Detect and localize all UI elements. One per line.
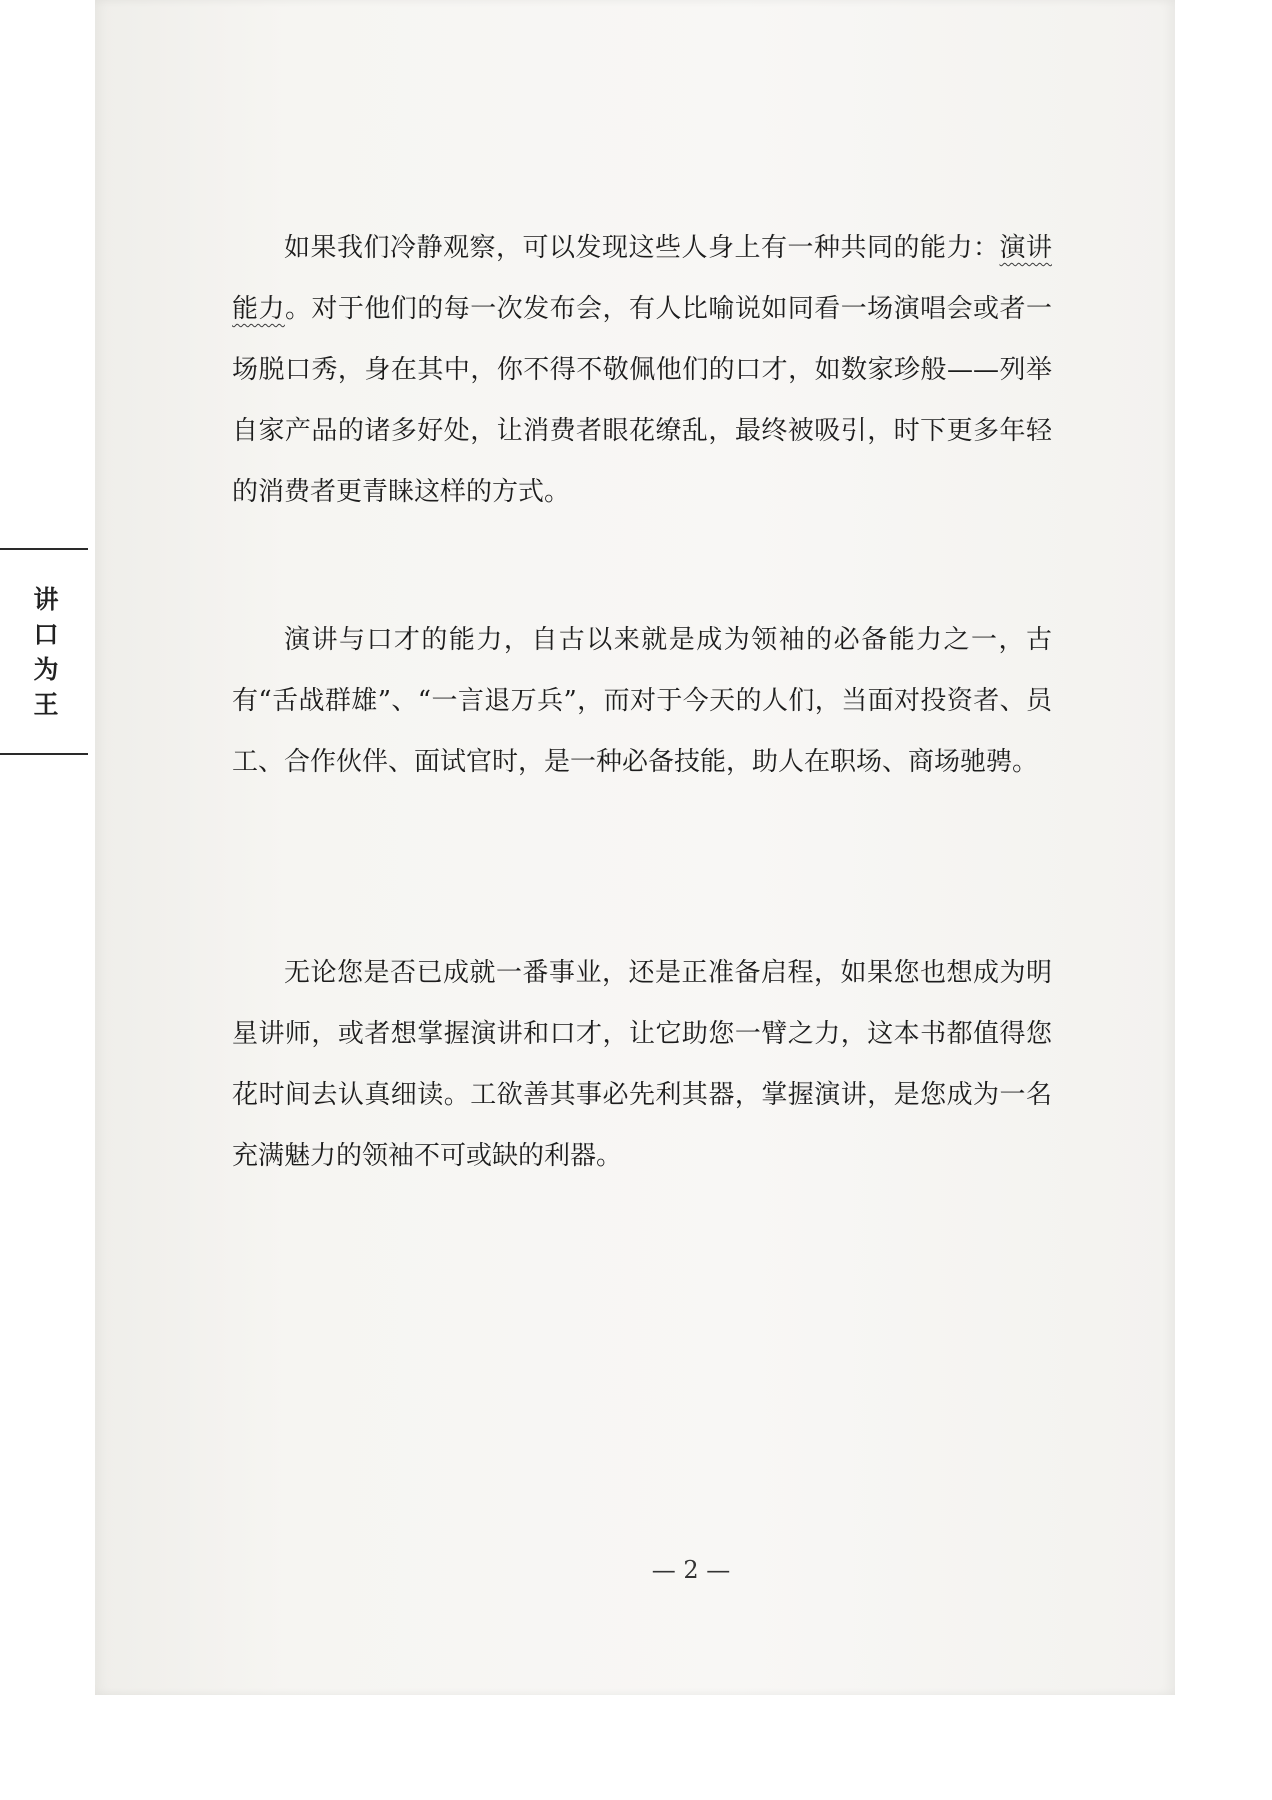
- paragraph-1-lead: 如果我们冷静观察，可以发现这些人身上有一种共同的能力：: [284, 233, 1000, 263]
- running-head-top-rule: [0, 548, 88, 550]
- paragraph-1: [232, 218, 1052, 523]
- paragraph-2: 演讲与口才的能力，自古以来就是成为领袖的必备能力之一，古有“舌战群雄”、“一言退万兵”，而对于今天的人们，当面对投资者、员工、合作伙伴、面试官时，是一种必备技能，助人在职场、商场驰骋。: [232, 625, 1052, 777]
- emphasis-underlined: 演讲能力: [232, 233, 1052, 324]
- paragraph-3: 无论您是否已成就一番事业，还是正准备启程，如果您也想成为明星讲师，或者想掌握演讲和口才，让它助您一臂之力，这本书都值得您花时间去认真细读。工欲善其事必先利其器，掌握演讲，是您成为一名充满魅力的领袖不可或缺的利器。: [232, 958, 1052, 1171]
- page-number: — 2 —: [651, 1556, 731, 1584]
- paragraph-1-rest: 。对于他们的每一次发布会，有人比喻说如同看一场演唱会或者一场脱口秀，身在其中，你不得不敬佩他们的口才，如数家珍般——列举自家产品的诸多好处，让消费者眼花缭乱，最终被吸引，时下更多年轻的消费者更青睐这样的方式。: [232, 294, 1052, 507]
- running-head-bottom-rule: [0, 753, 88, 755]
- running-head-title: 讲口为王: [30, 586, 59, 726]
- running-head: [0, 548, 88, 755]
